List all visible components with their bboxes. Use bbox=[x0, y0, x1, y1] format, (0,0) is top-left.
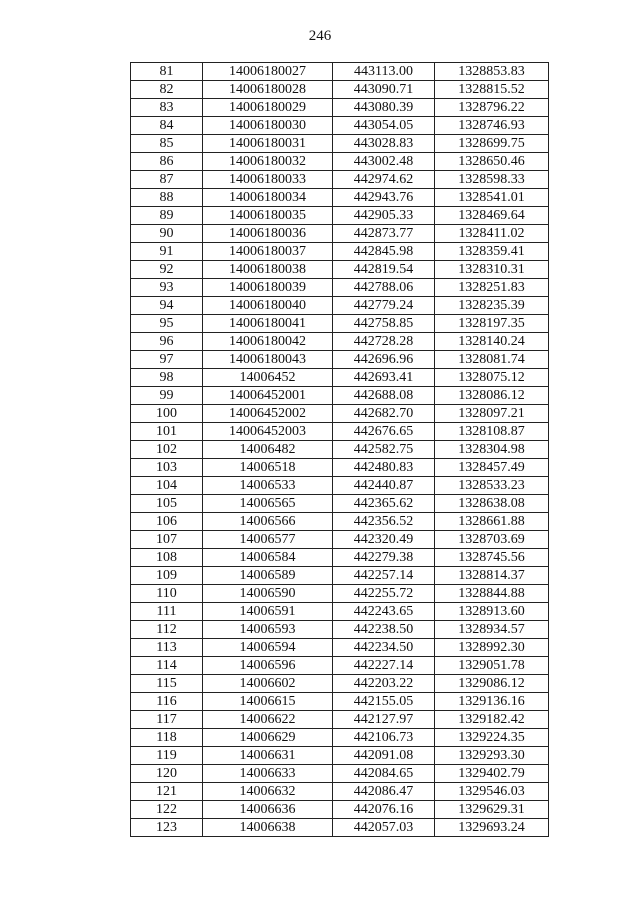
row-number-cell: 117 bbox=[131, 711, 203, 729]
y-coordinate-cell: 1328086.12 bbox=[435, 387, 549, 405]
y-coordinate-cell: 1329693.24 bbox=[435, 819, 549, 837]
point-id-cell: 14006180027 bbox=[203, 63, 333, 81]
x-coordinate-cell: 442227.14 bbox=[333, 657, 435, 675]
x-coordinate-cell: 442728.28 bbox=[333, 333, 435, 351]
table-row bbox=[131, 801, 549, 819]
point-id-cell: 14006180042 bbox=[203, 333, 333, 351]
row-number-cell: 81 bbox=[131, 63, 203, 81]
x-coordinate-cell: 442365.62 bbox=[333, 495, 435, 513]
table-row bbox=[131, 585, 549, 603]
x-coordinate-cell: 442243.65 bbox=[333, 603, 435, 621]
table-row bbox=[131, 621, 549, 639]
table-row bbox=[131, 351, 549, 369]
y-coordinate-cell: 1328699.75 bbox=[435, 135, 549, 153]
table-row bbox=[131, 657, 549, 675]
x-coordinate-cell: 442356.52 bbox=[333, 513, 435, 531]
x-coordinate-cell: 443080.39 bbox=[333, 99, 435, 117]
x-coordinate-cell: 443028.83 bbox=[333, 135, 435, 153]
row-number-cell: 112 bbox=[131, 621, 203, 639]
point-id-cell: 14006180031 bbox=[203, 135, 333, 153]
row-number-cell: 120 bbox=[131, 765, 203, 783]
table-row bbox=[131, 369, 549, 387]
y-coordinate-cell: 1328411.02 bbox=[435, 225, 549, 243]
y-coordinate-cell: 1328703.69 bbox=[435, 531, 549, 549]
row-number-cell: 95 bbox=[131, 315, 203, 333]
table-row bbox=[131, 261, 549, 279]
table-row bbox=[131, 387, 549, 405]
y-coordinate-cell: 1329293.30 bbox=[435, 747, 549, 765]
row-number-cell: 113 bbox=[131, 639, 203, 657]
y-coordinate-cell: 1328310.31 bbox=[435, 261, 549, 279]
point-id-cell: 14006629 bbox=[203, 729, 333, 747]
point-id-cell: 14006596 bbox=[203, 657, 333, 675]
row-number-cell: 123 bbox=[131, 819, 203, 837]
x-coordinate-cell: 442091.08 bbox=[333, 747, 435, 765]
y-coordinate-cell: 1329086.12 bbox=[435, 675, 549, 693]
row-number-cell: 108 bbox=[131, 549, 203, 567]
row-number-cell: 85 bbox=[131, 135, 203, 153]
row-number-cell: 119 bbox=[131, 747, 203, 765]
row-number-cell: 91 bbox=[131, 243, 203, 261]
y-coordinate-cell: 1328108.87 bbox=[435, 423, 549, 441]
row-number-cell: 103 bbox=[131, 459, 203, 477]
x-coordinate-cell: 443002.48 bbox=[333, 153, 435, 171]
x-coordinate-cell: 442873.77 bbox=[333, 225, 435, 243]
row-number-cell: 96 bbox=[131, 333, 203, 351]
point-id-cell: 14006180030 bbox=[203, 117, 333, 135]
point-id-cell: 14006180032 bbox=[203, 153, 333, 171]
row-number-cell: 105 bbox=[131, 495, 203, 513]
x-coordinate-cell: 442086.47 bbox=[333, 783, 435, 801]
x-coordinate-cell: 442905.33 bbox=[333, 207, 435, 225]
row-number-cell: 104 bbox=[131, 477, 203, 495]
y-coordinate-cell: 1329546.03 bbox=[435, 783, 549, 801]
x-coordinate-cell: 442127.97 bbox=[333, 711, 435, 729]
x-coordinate-cell: 442279.38 bbox=[333, 549, 435, 567]
y-coordinate-cell: 1329629.31 bbox=[435, 801, 549, 819]
point-id-cell: 14006577 bbox=[203, 531, 333, 549]
x-coordinate-cell: 442155.05 bbox=[333, 693, 435, 711]
point-id-cell: 14006615 bbox=[203, 693, 333, 711]
point-id-cell: 14006452002 bbox=[203, 405, 333, 423]
table-row bbox=[131, 81, 549, 99]
y-coordinate-cell: 1328650.46 bbox=[435, 153, 549, 171]
row-number-cell: 88 bbox=[131, 189, 203, 207]
row-number-cell: 114 bbox=[131, 657, 203, 675]
table-row bbox=[131, 99, 549, 117]
point-id-cell: 14006591 bbox=[203, 603, 333, 621]
row-number-cell: 92 bbox=[131, 261, 203, 279]
page-number: 246 bbox=[308, 28, 332, 44]
point-id-cell: 14006180038 bbox=[203, 261, 333, 279]
y-coordinate-cell: 1328853.83 bbox=[435, 63, 549, 81]
table-row bbox=[131, 225, 549, 243]
y-coordinate-cell: 1328913.60 bbox=[435, 603, 549, 621]
y-coordinate-cell: 1328745.56 bbox=[435, 549, 549, 567]
y-coordinate-cell: 1328638.08 bbox=[435, 495, 549, 513]
table-row bbox=[131, 297, 549, 315]
x-coordinate-cell: 442480.83 bbox=[333, 459, 435, 477]
y-coordinate-cell: 1328251.83 bbox=[435, 279, 549, 297]
x-coordinate-cell: 442234.50 bbox=[333, 639, 435, 657]
table-body bbox=[131, 63, 549, 837]
row-number-cell: 87 bbox=[131, 171, 203, 189]
row-number-cell: 110 bbox=[131, 585, 203, 603]
x-coordinate-cell: 442788.06 bbox=[333, 279, 435, 297]
y-coordinate-cell: 1329402.79 bbox=[435, 765, 549, 783]
point-id-cell: 14006594 bbox=[203, 639, 333, 657]
point-id-cell: 14006180033 bbox=[203, 171, 333, 189]
row-number-cell: 86 bbox=[131, 153, 203, 171]
table-row bbox=[131, 279, 549, 297]
x-coordinate-cell: 442845.98 bbox=[333, 243, 435, 261]
point-id-cell: 14006589 bbox=[203, 567, 333, 585]
point-id-cell: 14006632 bbox=[203, 783, 333, 801]
table-row bbox=[131, 765, 549, 783]
table-row bbox=[131, 693, 549, 711]
row-number-cell: 109 bbox=[131, 567, 203, 585]
table-row bbox=[131, 423, 549, 441]
y-coordinate-cell: 1328140.24 bbox=[435, 333, 549, 351]
point-id-cell: 14006180035 bbox=[203, 207, 333, 225]
row-number-cell: 98 bbox=[131, 369, 203, 387]
table-row bbox=[131, 819, 549, 837]
row-number-cell: 94 bbox=[131, 297, 203, 315]
y-coordinate-cell: 1328304.98 bbox=[435, 441, 549, 459]
y-coordinate-cell: 1328992.30 bbox=[435, 639, 549, 657]
point-id-cell: 14006622 bbox=[203, 711, 333, 729]
point-id-cell: 14006533 bbox=[203, 477, 333, 495]
x-coordinate-cell: 442696.96 bbox=[333, 351, 435, 369]
y-coordinate-cell: 1329136.16 bbox=[435, 693, 549, 711]
point-id-cell: 14006602 bbox=[203, 675, 333, 693]
table-row bbox=[131, 441, 549, 459]
point-id-cell: 14006452001 bbox=[203, 387, 333, 405]
row-number-cell: 90 bbox=[131, 225, 203, 243]
x-coordinate-cell: 443113.00 bbox=[333, 63, 435, 81]
x-coordinate-cell: 442257.14 bbox=[333, 567, 435, 585]
coordinates-table bbox=[130, 62, 549, 837]
table-row bbox=[131, 603, 549, 621]
point-id-cell: 14006518 bbox=[203, 459, 333, 477]
table-row bbox=[131, 153, 549, 171]
row-number-cell: 89 bbox=[131, 207, 203, 225]
row-number-cell: 106 bbox=[131, 513, 203, 531]
row-number-cell: 116 bbox=[131, 693, 203, 711]
table-row bbox=[131, 63, 549, 81]
x-coordinate-cell: 442943.76 bbox=[333, 189, 435, 207]
table-row bbox=[131, 513, 549, 531]
table-row bbox=[131, 567, 549, 585]
x-coordinate-cell: 443054.05 bbox=[333, 117, 435, 135]
table-row bbox=[131, 729, 549, 747]
row-number-cell: 82 bbox=[131, 81, 203, 99]
point-id-cell: 14006482 bbox=[203, 441, 333, 459]
y-coordinate-cell: 1328235.39 bbox=[435, 297, 549, 315]
x-coordinate-cell: 442582.75 bbox=[333, 441, 435, 459]
x-coordinate-cell: 442057.03 bbox=[333, 819, 435, 837]
row-number-cell: 122 bbox=[131, 801, 203, 819]
x-coordinate-cell: 442106.73 bbox=[333, 729, 435, 747]
table-row bbox=[131, 189, 549, 207]
row-number-cell: 99 bbox=[131, 387, 203, 405]
point-id-cell: 14006565 bbox=[203, 495, 333, 513]
row-number-cell: 83 bbox=[131, 99, 203, 117]
table-row bbox=[131, 711, 549, 729]
y-coordinate-cell: 1328081.74 bbox=[435, 351, 549, 369]
x-coordinate-cell: 442076.16 bbox=[333, 801, 435, 819]
y-coordinate-cell: 1328598.33 bbox=[435, 171, 549, 189]
point-id-cell: 14006638 bbox=[203, 819, 333, 837]
point-id-cell: 14006180029 bbox=[203, 99, 333, 117]
point-id-cell: 14006180036 bbox=[203, 225, 333, 243]
row-number-cell: 115 bbox=[131, 675, 203, 693]
x-coordinate-cell: 442203.22 bbox=[333, 675, 435, 693]
x-coordinate-cell: 442084.65 bbox=[333, 765, 435, 783]
table-row bbox=[131, 333, 549, 351]
table-row bbox=[131, 675, 549, 693]
point-id-cell: 14006180039 bbox=[203, 279, 333, 297]
x-coordinate-cell: 442238.50 bbox=[333, 621, 435, 639]
x-coordinate-cell: 443090.71 bbox=[333, 81, 435, 99]
point-id-cell: 14006590 bbox=[203, 585, 333, 603]
point-id-cell: 14006180028 bbox=[203, 81, 333, 99]
table-row bbox=[131, 135, 549, 153]
point-id-cell: 14006636 bbox=[203, 801, 333, 819]
x-coordinate-cell: 442320.49 bbox=[333, 531, 435, 549]
row-number-cell: 100 bbox=[131, 405, 203, 423]
point-id-cell: 14006593 bbox=[203, 621, 333, 639]
y-coordinate-cell: 1328746.93 bbox=[435, 117, 549, 135]
point-id-cell: 14006180043 bbox=[203, 351, 333, 369]
table-row bbox=[131, 477, 549, 495]
y-coordinate-cell: 1328197.35 bbox=[435, 315, 549, 333]
x-coordinate-cell: 442676.65 bbox=[333, 423, 435, 441]
y-coordinate-cell: 1329182.42 bbox=[435, 711, 549, 729]
y-coordinate-cell: 1329224.35 bbox=[435, 729, 549, 747]
x-coordinate-cell: 442779.24 bbox=[333, 297, 435, 315]
row-number-cell: 84 bbox=[131, 117, 203, 135]
table-row bbox=[131, 747, 549, 765]
row-number-cell: 121 bbox=[131, 783, 203, 801]
row-number-cell: 97 bbox=[131, 351, 203, 369]
table-row bbox=[131, 531, 549, 549]
point-id-cell: 14006452003 bbox=[203, 423, 333, 441]
x-coordinate-cell: 442693.41 bbox=[333, 369, 435, 387]
y-coordinate-cell: 1328359.41 bbox=[435, 243, 549, 261]
y-coordinate-cell: 1328814.37 bbox=[435, 567, 549, 585]
y-coordinate-cell: 1328541.01 bbox=[435, 189, 549, 207]
row-number-cell: 93 bbox=[131, 279, 203, 297]
y-coordinate-cell: 1328815.52 bbox=[435, 81, 549, 99]
x-coordinate-cell: 442758.85 bbox=[333, 315, 435, 333]
table-row bbox=[131, 639, 549, 657]
row-number-cell: 101 bbox=[131, 423, 203, 441]
y-coordinate-cell: 1328457.49 bbox=[435, 459, 549, 477]
y-coordinate-cell: 1328469.64 bbox=[435, 207, 549, 225]
y-coordinate-cell: 1328844.88 bbox=[435, 585, 549, 603]
x-coordinate-cell: 442440.87 bbox=[333, 477, 435, 495]
x-coordinate-cell: 442974.62 bbox=[333, 171, 435, 189]
point-id-cell: 14006180040 bbox=[203, 297, 333, 315]
point-id-cell: 14006633 bbox=[203, 765, 333, 783]
table-row bbox=[131, 495, 549, 513]
row-number-cell: 107 bbox=[131, 531, 203, 549]
y-coordinate-cell: 1328796.22 bbox=[435, 99, 549, 117]
point-id-cell: 14006566 bbox=[203, 513, 333, 531]
y-coordinate-cell: 1328533.23 bbox=[435, 477, 549, 495]
table-row bbox=[131, 207, 549, 225]
table-row bbox=[131, 405, 549, 423]
table-row bbox=[131, 783, 549, 801]
table-row bbox=[131, 243, 549, 261]
table-row bbox=[131, 171, 549, 189]
y-coordinate-cell: 1328661.88 bbox=[435, 513, 549, 531]
x-coordinate-cell: 442682.70 bbox=[333, 405, 435, 423]
table-row bbox=[131, 549, 549, 567]
y-coordinate-cell: 1329051.78 bbox=[435, 657, 549, 675]
point-id-cell: 14006452 bbox=[203, 369, 333, 387]
x-coordinate-cell: 442255.72 bbox=[333, 585, 435, 603]
y-coordinate-cell: 1328075.12 bbox=[435, 369, 549, 387]
point-id-cell: 14006180034 bbox=[203, 189, 333, 207]
point-id-cell: 14006180041 bbox=[203, 315, 333, 333]
table-row bbox=[131, 117, 549, 135]
point-id-cell: 14006631 bbox=[203, 747, 333, 765]
point-id-cell: 14006584 bbox=[203, 549, 333, 567]
y-coordinate-cell: 1328097.21 bbox=[435, 405, 549, 423]
x-coordinate-cell: 442688.08 bbox=[333, 387, 435, 405]
x-coordinate-cell: 442819.54 bbox=[333, 261, 435, 279]
table-row bbox=[131, 315, 549, 333]
row-number-cell: 118 bbox=[131, 729, 203, 747]
y-coordinate-cell: 1328934.57 bbox=[435, 621, 549, 639]
table-row bbox=[131, 459, 549, 477]
point-id-cell: 14006180037 bbox=[203, 243, 333, 261]
row-number-cell: 102 bbox=[131, 441, 203, 459]
row-number-cell: 111 bbox=[131, 603, 203, 621]
